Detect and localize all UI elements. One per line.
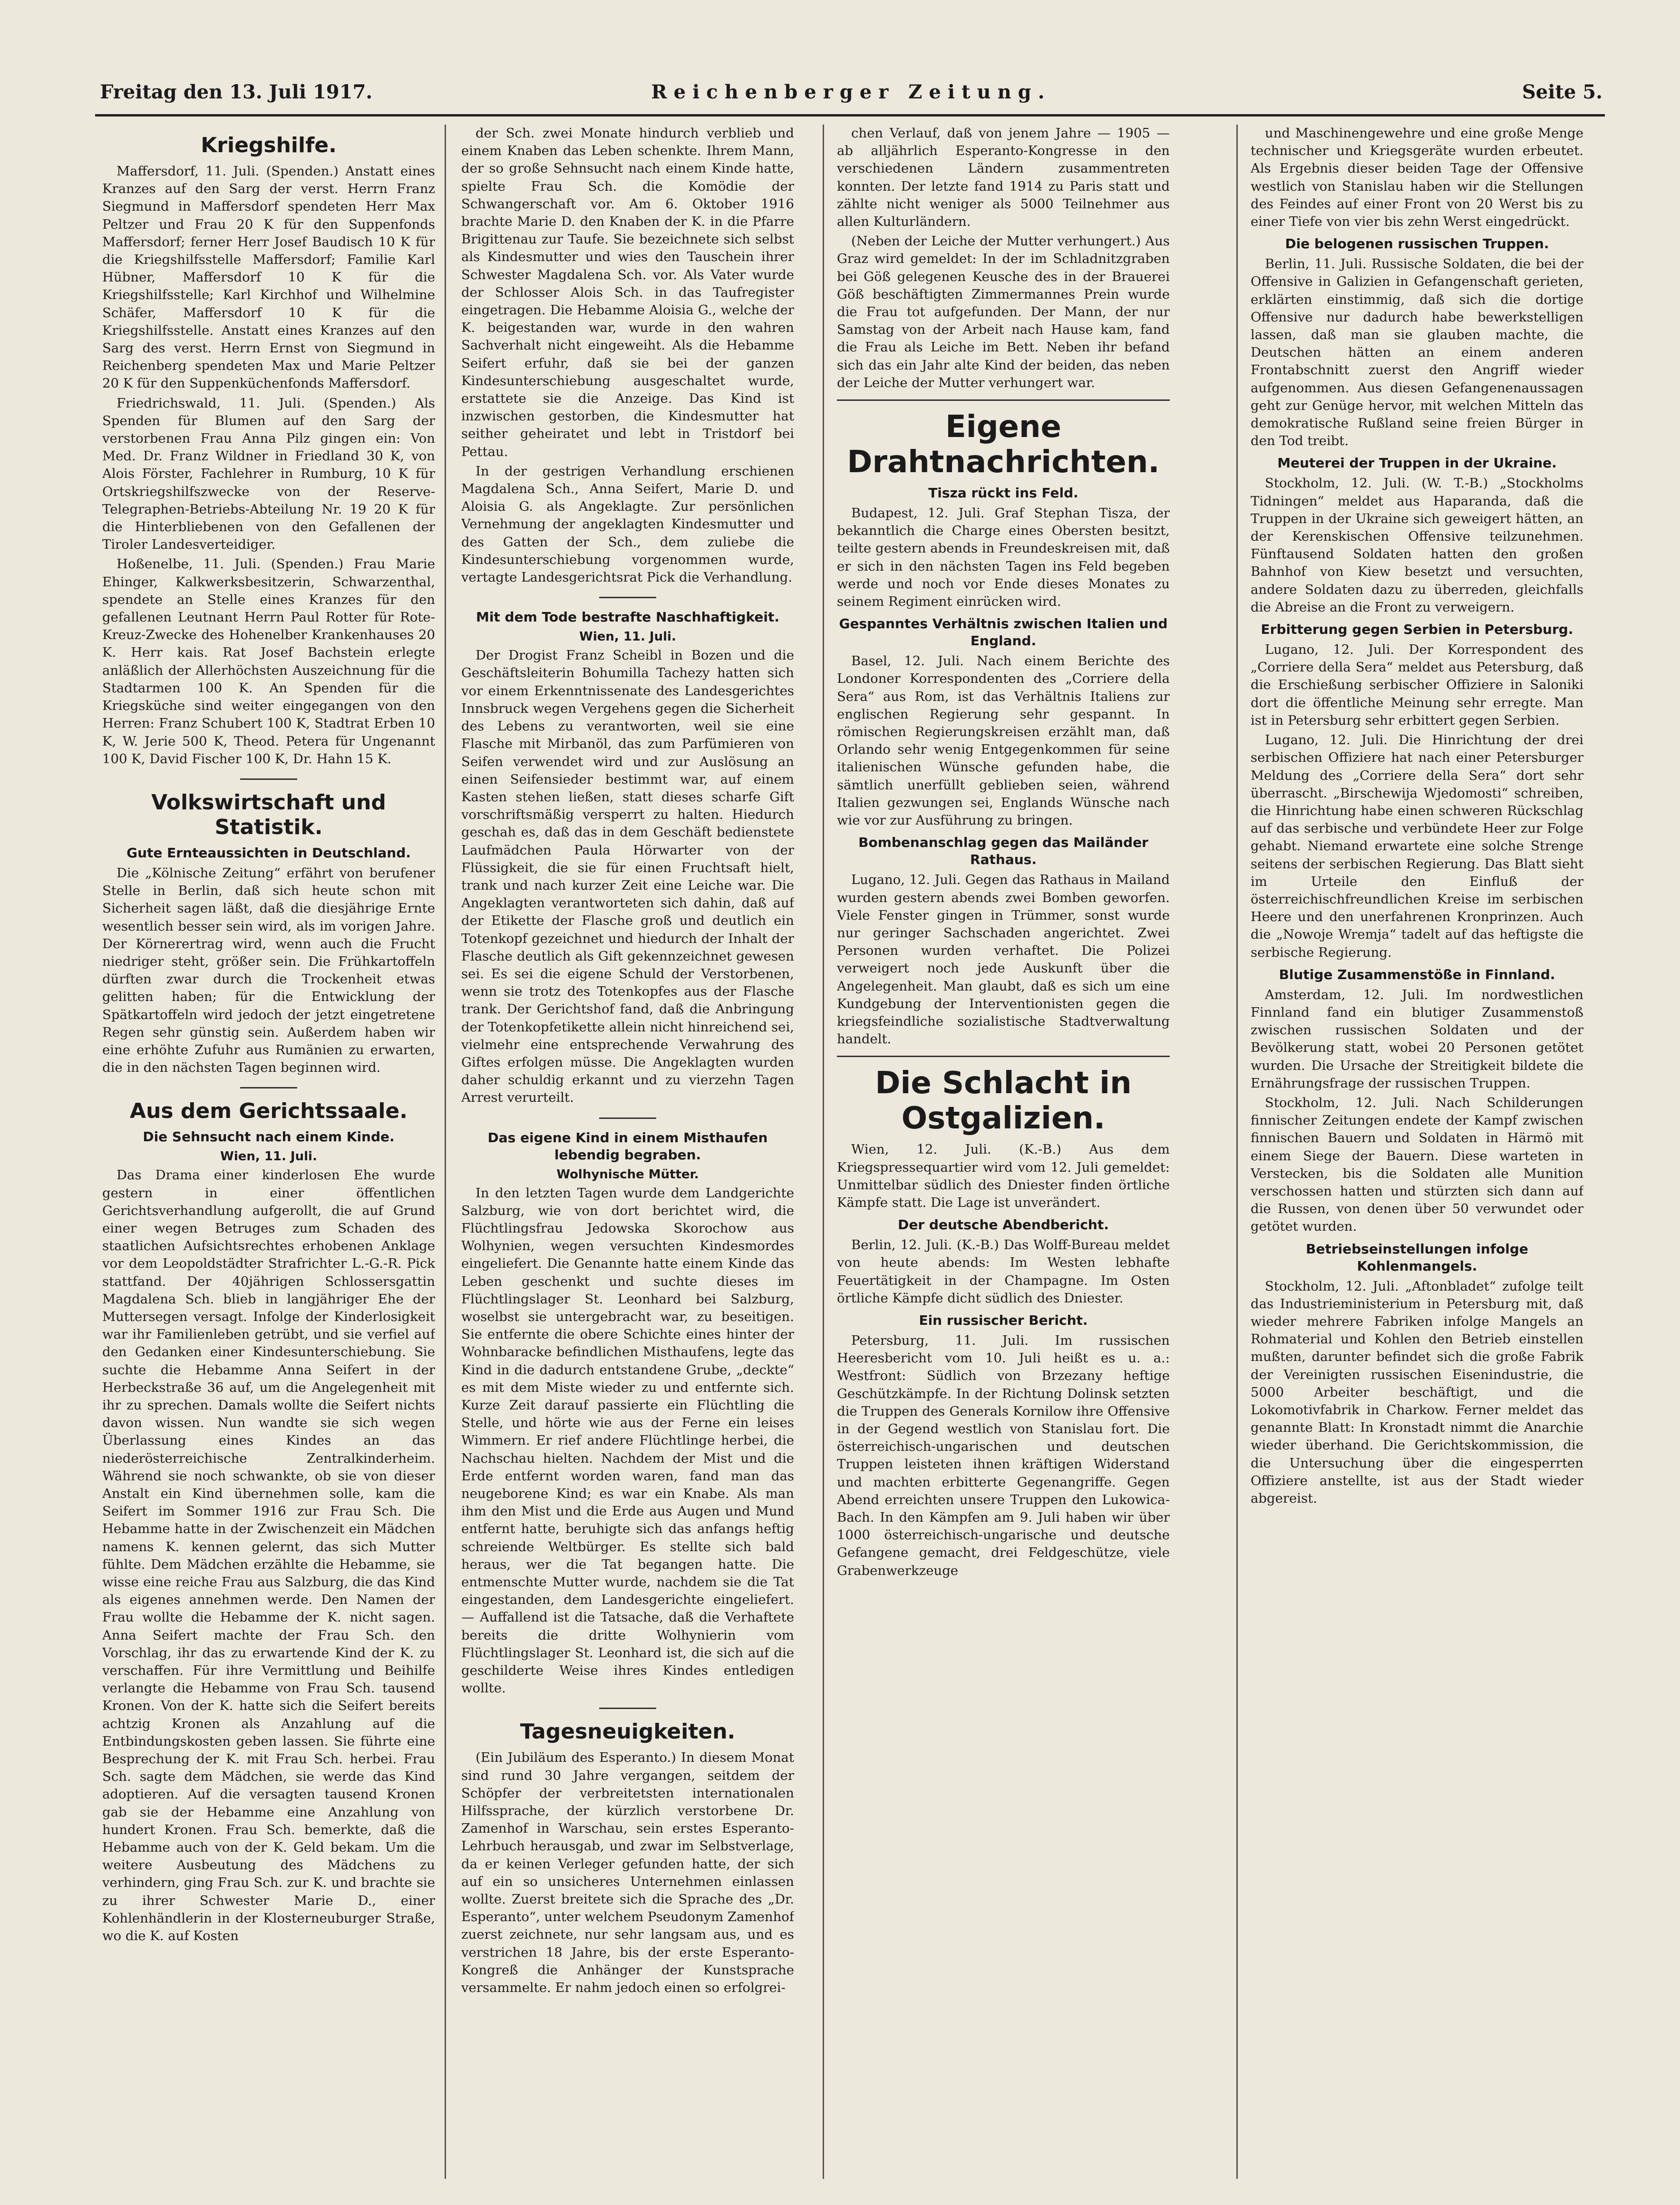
article-paragraph: der Sch. zwei Monate hindurch verblieb und einem Knaben das Leben schenkte. Ihrem Mann, der so große Sehnsucht nach einem Kinde hatte, spielte Frau Sch. die Komödie der Schwangerschaft vor. Am 6. Oktober 1916 brachte Marie D. den Knaben der K. in die Pfarre Brigittenau zur Taufe. Sie bezeichnete sich selbst als Kindesmutter und wies den Tauschein ihrer Schwester Magdalena Sch. vor. Als Vater wurde der Schlosser Alois Sch. in das Taufregister eingetragen. Die Hebamme Aloisia G., welche der K. beigestanden war, wurde in den wahren Sachverhalt nicht eingeweiht. Als die Hebamme Seifert erfuhr, daß sie bei der ganzen Kindesunterschiebung ausgeschaltet wurde, erstattete sie die Anzeige. Das Kind ist inzwischen gestorben, die Kindesmutter hat seither geheiratet und lebt in Tristdorf bei Pettau. xyxy=(461,126,794,459)
column-3 xyxy=(837,125,1170,2179)
article-paragraph: (Neben der Leiche der Mutter verhungert.) Aus Graz wird gemeldet: In der im Schladnitzgraben bei Göß gelegenen Keusche des in der Brauerei Göß beschäftigten Zimmermannes Prein wurde die Frau tot aufgefunden. Der Mann, der nur Samstag von der Arbeit nach Hause kam, fand die Frau als Leiche im Bett. Neben ihr befand sich das ein Jahr alte Kind der beiden, das neben der Leiche der Mutter verhungert war. xyxy=(837,233,1170,390)
dateline: Wien, 11. Juli. xyxy=(220,1149,317,1164)
article-headline: Die Sehnsucht nach einem Kinde. xyxy=(143,1129,395,1145)
page-number: Seite 5. xyxy=(1522,81,1602,103)
article-subheadline: Wolhynische Mütter. xyxy=(556,1167,699,1182)
article-paragraph: Hoßenelbe, 11. Juli. (Spenden.) Frau Marie Ehinger, Kalkwerksbesitzerin, Schwarzenthal, spendete an Stelle eines Kranzes für den gefallenen Leutnant Herrn Paul Rotter für Rote-Kreuz-Zwecke des Hohenelber Krankenhauses 20 K. Herr kais. Rat Josef Bachstein erlegte anläßlich der Allerhöchsten Auszeichnung für die Stadtarmen 100 K. An Spenden für die Kriegsküche sind weiter eingegangen von den Herren: Franz Schubert 100 K, Stadtrat Erben 10 K, W. Jerie 500 K, Theod. Petera für Ungenannt 100 K, David Fischer 100 K, Dr. Hahn 15 K. xyxy=(102,556,435,767)
article-paragraph: Der Drogist Franz Scheibl in Bozen und die Geschäftsleiterin Bohumilla Tachezy hatten sich vor einem Erkenntnissenate des Landesgerichtes Innsbruck wegen Vergehens gegen die Sicherheit des Lebens zu verantworten, weil sie eine Flasche mit Mirbanöl, das zum Parfümieren von Seifen verwendet wird und zur Auslösung an einen Seifensieder bestimmt war, auf einem Kasten stehen ließen, statt dieses scharfe Gift vorschriftsmäßig versperrt zu halten. Hiedurch geschah es, daß das in dem Geschäft bedienstete Laufmädchen Paula Hörwarter von der Flüssigkeit, die sie für einen Fruchtsaft hielt, trank und nach kurzer Zeit eine Leiche war. Die Angeklagten verantworteten sich dahin, daß auf der Etikette der Flasche groß und deutlich ein Totenkopf gezeichnet und hiedurch der Inhalt der Flasche deutlich als Gift gekennzeichnet gewesen sei. Es sei die eigene Schuld der Verstorbenen, wenn sie trotz des Totenkopfes aus der Flasche trank. Der Gerichtshof fand, daß die Anbringung der Totenkopfetikette allein nicht hinreichend sei, vielmehr eine entsprechende Verwahrung des Giftes erfolgen müsse. Die Angeklagten wurden daher schuldig erkannt und zu vierzehn Tagen Arrest verurteilt. xyxy=(461,648,794,1106)
article-paragraph: chen Verlauf, daß von jenem Jahre — 1905 — ab alljährlich Esperanto-Kongresse in den verschiedenen Ländern zusammentreten konnten. Der letzte fand 1914 zu Paris statt und zählte nicht weniger als 5000 Teilnehmer aus allen Kulturländern. xyxy=(837,126,1170,230)
separator xyxy=(240,1087,297,1088)
column-4 xyxy=(1251,125,1583,2179)
separator xyxy=(599,1117,656,1119)
section-rule xyxy=(837,399,1170,401)
article-paragraph: In der gestrigen Verhandlung erschienen Magdalena Sch., Anna Seifert, Marie D. und Aloisia G. als Angeklagte. Zur persönlichen Vernehmung der angeklagten Kindesmutter und des Gatten der Sch., dem zuliebe die Kindesunterschiebung vorgenommen wurde, vertagte Landesgerichtsrat Pick die Verhandlung. xyxy=(461,463,794,585)
dateline: Wien, 11. Juli. xyxy=(579,630,676,644)
separator xyxy=(599,1708,656,1709)
section-heading: Tagesneuigkeiten. xyxy=(520,1719,736,1744)
masthead xyxy=(100,81,1602,114)
article-paragraph: und Maschinengewehre und eine große Menge technischer und Kriegsgeräte wurden erbeutet. Als Ergebnis dieser beiden Tage der Offensive westlich von Stanislau haben wir die Stellungen des Feindes auf einer Front von 20 Werst bis zu einer Tiefe von vier bis zehn Werst eingedrückt. xyxy=(1251,126,1583,230)
article-headline: Das eigene Kind in einem Misthaufen lebendig begraben. xyxy=(487,1129,768,1163)
article-paragraph: Maffersdorf, 11. Juli. (Spenden.) Anstatt eines Kranzes auf den Sarg der verst. Herrn Franz Siegmund in Maffersdorf spendeten Herr Max Peltzer und Frau 20 K für den Suppenfonds Maffersdorf; ferner Herr Josef Baudisch 10 K für die Kriegshilfsstelle Maffersdorf; Familie Karl Hübner, Maffersdorf 10 K für die Kriegshilfsstelle; Karl Kirchhof und Wilhelmine Schäfer, Maffersdorf 10 K für die Kriegshilfsstelle. Anstatt eines Kranzes auf den Sarg des verst. Herrn Ernst von Siegmund in Reichenberg spendeten Max und Marie Peltzer 20 K für den Suppenküchenfonds Maffersdorf. xyxy=(102,164,435,391)
masthead-rule xyxy=(95,114,1605,117)
article-paragraph: Berlin, 12. Juli. (K.-B.) Das Wolff-Bureau meldet von heute abends: Im Westen lebhafte Feuertätigkeit in der Champagne. Im Osten örtliche Kämpfe dicht südlich des Dniester. xyxy=(837,1237,1170,1306)
section-heading: Volkswirtschaft und Statistik. xyxy=(151,790,386,839)
issue-date: Freitag den 13. Juli 1917. xyxy=(100,81,373,103)
article-paragraph: Friedrichswald, 11. Juli. (Spenden.) Als Spenden für Blumen auf den Sarg der verstorbenen Frau Anna Pilz gingen ein: Von Med. Dr. Franz Wildner in Friedland 30 K, von Alois Förster, Fachlehrer in Rumburg, 10 K für Ortskriegshilfszwecke von der Reserve-Telegraphen-Betriebs-Abteilung Nr. 19 20 K für die Hinterbliebenen von den Gefallenen der Tiroler Landesverteidiger. xyxy=(102,395,435,553)
article-paragraph: Lugano, 12. Juli. Der Korrespondent des „Corriere della Sera“ meldet aus Petersburg, daß die Erschießung serbischer Offiziere in Saloniki dort die öffentliche Meinung sehr erregte. Man ist in Petersburg sehr erbittert gegen Serbien. xyxy=(1251,642,1583,728)
newspaper-title: Reichenberger Zeitung. xyxy=(651,81,1051,103)
article-paragraph: Amsterdam, 12. Juli. Im nordwestlichen Finnland fand ein blutiger Zusammenstoß zwischen russischen Soldaten und der Bevölkerung statt, wobei 20 Personen getötet wurden. Die Ursache der Streitigkeit bildete die Ernährungsfrage der russischen Truppen. xyxy=(1251,987,1583,1091)
article-paragraph: Wien, 12. Juli. (K.-B.) Aus dem Kriegspressequartier wird vom 12. Juli gemeldet: Unmittelbar südlich des Dniester finden örtliche Kämpfe statt. Die Lage ist unverändert. xyxy=(837,1142,1170,1210)
article-paragraph: Die „Kölnische Zeitung“ erfährt von berufener Stelle in Berlin, daß sich heute schon mit Sicherheit sagen läßt, daß die diesjährige Ernte wesentlich besser sein wird, als im vorigen Jahre. Der Körnerertrag wird, wenn auch die Frucht niedriger steht, größer sein. Die Frühkartoffeln dürften zwar durch die Trockenheit etwas gelitten haben; für die Entwicklung der Spätkartoffeln wird jedoch der jetzt eingetretene Regen sehr günstig sein. Außerdem haben wir eine erhöhte Zufuhr aus Rumänien zu erwarten, die in den nächsten Tagen beginnen wird. xyxy=(102,865,435,1076)
article-headline: Tisza rückt ins Feld. xyxy=(928,485,1078,501)
article-headline: Der deutsche Abendbericht. xyxy=(898,1217,1109,1233)
column-divider xyxy=(823,125,824,2179)
section-rule xyxy=(837,1056,1170,1057)
column-divider xyxy=(445,125,446,2179)
article-headline: Erbitterung gegen Serbien in Petersburg. xyxy=(1261,622,1573,638)
separator xyxy=(240,778,297,780)
article-headline: Betriebseinstellungen infolge Kohlenmangels. xyxy=(1306,1241,1528,1274)
section-heading: Die Schlacht in Ostgalizien. xyxy=(875,1066,1132,1136)
article-paragraph: In den letzten Tagen wurde dem Landgerichte Salzburg, wie von dort berichtet wird, die Flüchtlingsfrau Jedowska Skorochow aus Wolhynien, wegen versuchten Kindesmordes eingeliefert. Die Genannte hatte einem Kinde das Leben geschenkt und suchte dieses im Flüchtlingslager St. Leonhard bei Salzburg, woselbst sie untergebracht war, zu beseitigen. Sie entfernte die obere Schichte eines hinter der Wohnbaracke befindlichen Misthaufens, legte das Kind in die dadurch entstandene Grube, „deckte“ es mit dem Miste wieder zu und entfernte sich. Kurze Zeit darauf passierte ein Flüchtling die Stelle, und hörte wie aus der Ferne ein leises Wimmern. Er rief andere Flüchtlinge herbei, die Nachschau hielten. Nachdem der Mist und die Erde entfernt worden waren, fand man das neugeborene Kind; es war ein Knabe. Als man ihm den Mist und die Erde aus Augen und Mund entfernt hatte, beruhigte sich das anfangs heftig schreiende Weltbürger. Es stellte sich bald heraus, wer die Tat begangen hatte. Die entmenschte Mutter wurde, nachdem sie die Tat eingestanden, dem Landesgerichte eingeliefert. — Auffallend ist die Tatsache, daß die Verhaftete bereits die dritte Wolhynierin vom Flüchtlingslager St. Leonhard ist, die sich auf die geschilderte Weise ihres Kindes entledigen wollte. xyxy=(461,1185,794,1696)
article-paragraph: Lugano, 12. Juli. Gegen das Rathaus in Mailand wurden gestern abends zwei Bomben geworfen. Viele Fenster gingen in Trümmer, sonst wurde nur geringer Sachschaden angerichtet. Zwei Personen wurden verhaftet. Die Polizei verweigert noch jede Auskunft über die Angelegenheit. Man glaubt, daß es sich um eine Kundgebung der Interventionisten gegen die kriegsfeindliche sozialistische Stadtverwaltung handelt. xyxy=(837,872,1170,1047)
article-headline: Blutige Zusammenstöße in Finnland. xyxy=(1279,966,1555,982)
article-headline: Gute Ernteaussichten in Deutschland. xyxy=(126,845,411,861)
article-headline: Die belogenen russischen Truppen. xyxy=(1285,236,1549,252)
article-paragraph: Basel, 12. Juli. Nach einem Berichte des Londoner Korrespondenten des „Corriere della Sera“ aus Rom, ist das Verhältnis Italiens zur englischen Regierung sehr gespannt. In römischen Regierungskreisen erzählt man, daß Orlando sehr wenig Entgegenkommen für seine italienischen Wünsche gefunden habe, die sämtlich unerfüllt geblieben seien, während Italien gezwungen sei, Englands Wünsche nach wie vor zur Ausführung zu bringen. xyxy=(837,653,1170,828)
section-heading: Kriegshilfe. xyxy=(201,133,337,157)
article-paragraph: Stockholm, 12. Juli. (W. T.-B.) „Stockholms Tidningen“ meldet aus Haparanda, daß die Truppen in der Ukraine sich geweigert hätten, an der Kerenskischen Offensive teilzunehmen. Fünftausend Soldaten hatten den großen Bahnhof von Kiew besetzt und versuchten, andere Soldaten dazu zu überreden, gleichfalls die Abreise an die Front zu verweigern. xyxy=(1251,476,1583,615)
article-headline: Mit dem Tode bestrafte Naschhaftigkeit. xyxy=(476,609,780,625)
article-paragraph: Budapest, 12. Juli. Graf Stephan Tisza, der bekanntlich die Charge eines Obersten besitzt, teilte gestern abends in Freundeskreisen mit, daß er sich in den nächsten Tagen ins Feld begeben werde und noch vor Ende dieses Monates zu seinem Regiment einrücken wird. xyxy=(837,505,1170,610)
column-2 xyxy=(461,125,794,2179)
article-paragraph: Petersburg, 11. Juli. Im russischen Heeresbericht vom 10. Juli heißt es u. a.: Westfront: Südlich von Brzezany heftige Geschützkämpfe. In der Richtung Dolinsk setzten die Truppen des Generals Kornilow ihre Offensive in der Gegend westlich von Stanislau fort. Die österreichisch-ungarischen und deutschen Truppen leisteten ihnen kräftigen Widerstand und machten erbitterte Gegenangriffe. Gegen Abend erreichten unsere Truppen den Lukowica-Bach. In den Kämpfen am 9. Juli haben wir über 1000 österreichisch-ungarische und deutsche Gefangene gemacht, drei Feldgeschütze, viele Grabenwerkzeuge xyxy=(837,1332,1170,1578)
section-heading: Aus dem Gerichtssaale. xyxy=(130,1099,408,1124)
article-headline: Gespanntes Verhältnis zwischen Italien und England. xyxy=(839,616,1168,649)
article-paragraph: (Ein Jubiläum des Esperanto.) In diesem Monat sind rund 30 Jahre vergangen, seitdem der Schöpfer der verbreitetsten internationalen Hilfssprache, der kürzlich verstorbene Dr. Zamenhof in Warschau, sein erstes Esperanto-Lehrbuch herausgab, und zwar im Selbstverlage, da er keinen Verleger gefunden hatte, der sich auf ein so unsicheres Unternehmen einlassen wollte. Zuerst breitete sich die Sprache des „Dr. Esperanto“, unter welchem Pseudonym Zamenhof zuerst zeichnete, nur sehr langsam aus, und es verstrichen 18 Jahre, bis der erste Esperanto-Kongreß die Anhänger der Kunstsprache versammelte. Er nahm jedoch einen so erfolgrei- xyxy=(461,1750,794,1996)
section-heading: Eigene Drahtnachrichten. xyxy=(847,409,1160,480)
article-paragraph: Berlin, 11. Juli. Russische Soldaten, die bei der Offensive in Galizien in Gefangenschaft gerieten, erklärten einstimmig, daß sich die dortige Offensive nur dadurch habe bewerkstelligen lassen, daß man sie glauben machte, die Deutschen hätten an einem anderen Frontabschnitt zuerst den Angriff wieder aufgenommen. Aus diesen Gefangenenaussagen geht zur Genüge hervor, mit welchen Mitteln das demokratische Rußland seine freien Bürger in den Tod treibt. xyxy=(1251,256,1583,449)
article-paragraph: Das Drama einer kinderlosen Ehe wurde gestern in einer öffentlichen Gerichtsverhandlung aufgerollt, die auf Grund einer wegen Betruges zum Schaden des staatlichen Aufsichtsrechtes erhobenen Anklage vor dem Leopoldstädter Strafrichter L.-G.-R. Pick stattfand. Der 40jährigen Schlossersgattin Magdalena Sch. blieb in langjähriger Ehe der Muttersegen versagt. Infolge der Kinderlosigkeit war ihr Familienleben getrübt, und sie verfiel auf den Gedanken einer Kindesunterschiebung. Sie suchte die Hebamme Anna Seifert in der Herbeckstraße 36 auf, um die Angelegenheit mit ihr zu sprechen. Damals wollte die Seifert nichts davon wissen. Nun wandte sie sich wegen Überlassung eines Kindes an das niederösterreichische Zentralkinderheim. Während sie noch schwankte, ob sie von dieser Anstalt ein Kind übernehmen solle, kam die Seifert im Sommer 1916 zur Frau Sch. Die Hebamme hatte in der Zwischenzeit ein Mädchen namens K. kennen gelernt, das sich Mutter fühlte. Dem Mädchen erzählte die Hebamme, sie wisse eine reiche Frau aus Salzburg, die das Kind als eigenes annehmen werde. Den Namen der Frau wollte die Hebamme der K. nicht sagen. Anna Seifert machte der Frau Sch. den Vorschlag, ihr das zu erwartende Kind der K. zu verschaffen. Für ihre Vermittlung und Beihilfe verlangte die Hebamme von Frau Sch. tausend Kronen. Von der K. hatte sich die Seifert bereits achtzig Kronen als Anzahlung auf die Entbindungskosten geben lassen. Sie führte eine Besprechung der K. mit Frau Sch. herbei. Frau Sch. sagte dem Mädchen, sie werde das Kind adoptieren. Auf die versagten tausend Kronen gab sie der Hebamme eine Anzahlung von hundert Kronen. Frau Sch. bemerkte, daß die Hebamme auch von der K. Geld bekam. Um die weitere Ausbeutung des Mädchens zu verhindern, ging Frau Sch. zur K. und brachte sie zu ihrer Schwester Marie D., einer Kohlenhändlerin in der Klosterneuburger Straße, wo die K. auf Kosten xyxy=(102,1167,435,1944)
article-headline: Ein russischer Bericht. xyxy=(919,1312,1088,1328)
article-headline: Bombenanschlag gegen das Mailänder Rathaus. xyxy=(858,835,1148,868)
column-1 xyxy=(102,125,435,2179)
article-paragraph: Stockholm, 12. Juli. Nach Schilderungen finnischer Zeitungen endete der Kampf zwischen finnischen Bauern und Soldaten in Härmö mit einem Siege der Bauern. Diese warteten in Verstecken, bis die Soldaten alle Munition verschossen hatten und stürzten sich dann auf die Russen, von denen über 50 verwundet oder getötet wurden. xyxy=(1251,1095,1583,1234)
separator xyxy=(599,597,656,598)
article-headline: Meuterei der Truppen in der Ukraine. xyxy=(1277,455,1557,471)
article-paragraph: Lugano, 12. Juli. Die Hinrichtung der drei serbischen Offiziere hat nach einer Petersburger Meldung des „Corriere della Sera“ dort sehr überrascht. „Birschewija Wjedomosti“ schreiben, die Hinrichtung habe einen schweren Rückschlag auf das serbische und verbündete Heer zur Folge gehabt. Niemand erwartete eine solche Strenge seitens der serbischen Regierung. Das Blatt sieht im Urteile den Einfluß der österreichischfreundlichen Kreise im serbischen Heere und den unerfahrenen Kronprinzen. Auch die „Nowoje Wremja“ tadelt auf das heftigste die serbische Regierung. xyxy=(1251,732,1583,960)
article-paragraph: Stockholm, 12. Juli. „Aftonbladet“ zufolge teilt das Industrieministerium in Petersburg mit, daß wieder mehrere Fabriken infolge Mangels an Rohmaterial und Kohlen den Betrieb einstellen mußten, darunter befindet sich die große Fabrik der Vereinigten russischen Eisenindustrie, die 5000 Arbeiter beschäftigt, und die Lokomotivfabrik in Charkow. Ferner meldet das genannte Blatt: In Kronstadt nimmt die Anarchie wieder überhand. Die Gerichtskommission, die die Untersuchung über die eingesperrten Offiziere anstellte, ist aus der Stadt wieder abgereist. xyxy=(1251,1278,1583,1506)
column-divider xyxy=(1236,125,1238,2179)
